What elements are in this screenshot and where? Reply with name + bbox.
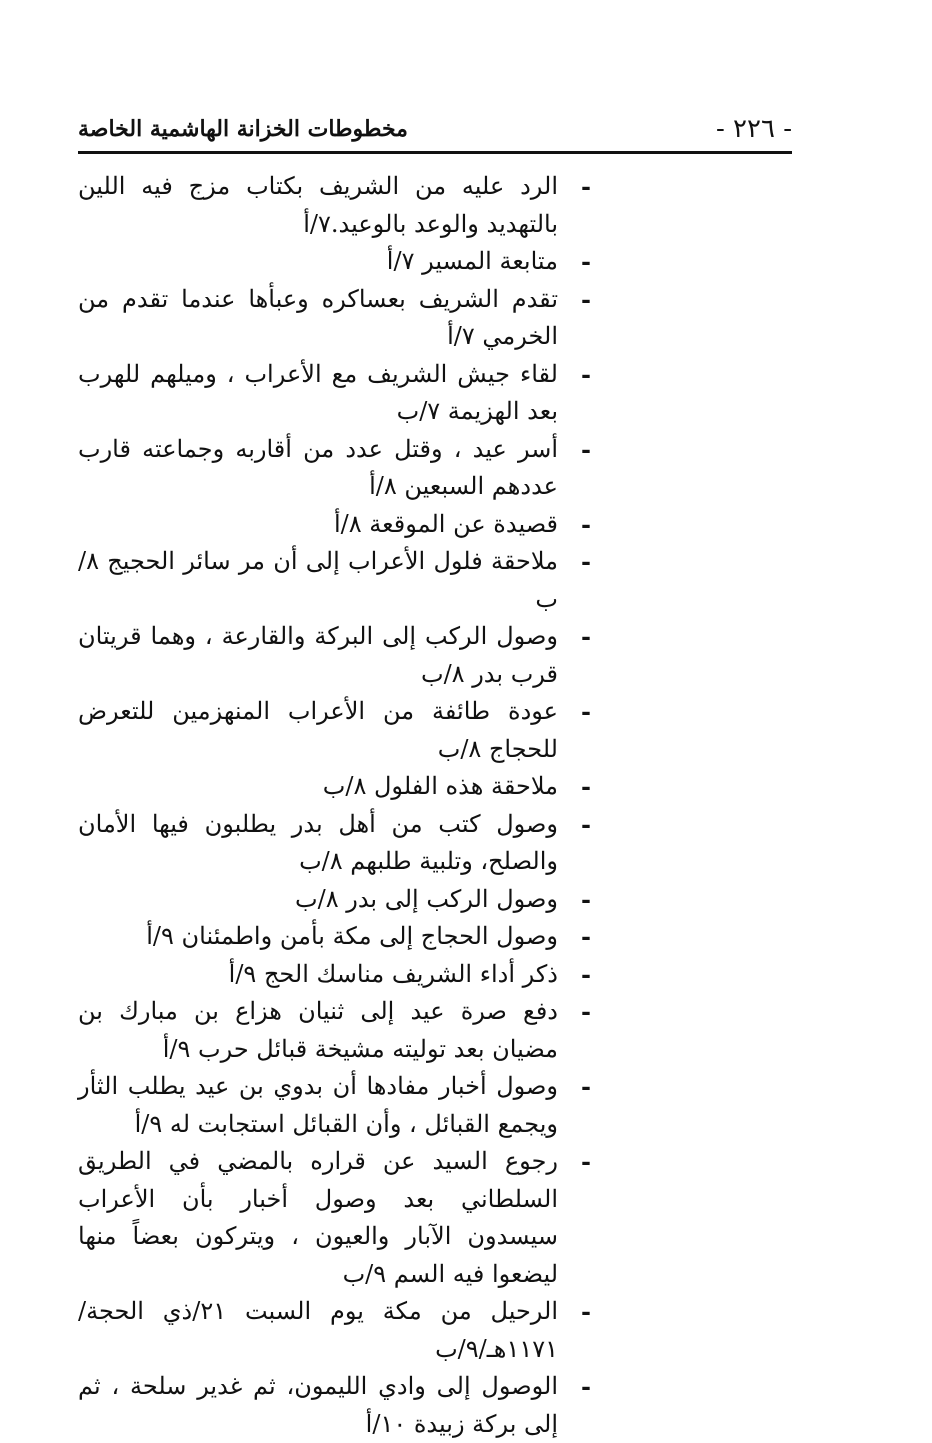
page-header: [78, 112, 792, 154]
list-item: [78, 168, 606, 243]
entry-text: لقاء جيش الشريف مع الأعراب ، وميلهم للهرب بعد الهزيمة ٧/ب: [78, 359, 558, 425]
page-number: - ٢٢٦ -: [715, 114, 792, 144]
entry-text: ملاحقة هذه الفلول ٨/ب: [322, 772, 558, 800]
list-item: [78, 881, 606, 919]
list-bullet: -: [581, 434, 591, 464]
list-bullet: -: [581, 997, 591, 1026]
list-bullet: -: [581, 247, 591, 276]
entry-text: تقدم الشريف بعساكره وعبأها عندما تقدم من الخرمي ٧/أ: [78, 284, 558, 350]
entry-text: ملاحقة فلول الأعراب إلى أن مر سائر الحجيج ٨/ب: [78, 547, 558, 613]
list-bullet: -: [581, 172, 591, 201]
entry-text: الوصول إلى وادي الليمون، ثم غدير سلحة ، ثم إلى بركة زبيدة ١٠/أ: [78, 1372, 558, 1438]
header-rule: [78, 151, 792, 154]
list-item: [78, 431, 606, 506]
entry-list: [78, 168, 606, 1443]
list-item: [78, 806, 606, 881]
list-bullet: -: [581, 1072, 591, 1101]
list-item: [78, 1368, 606, 1443]
list-item: [78, 693, 606, 768]
list-bullet: -: [581, 1147, 591, 1176]
list-item: [78, 543, 606, 618]
list-item: [78, 1143, 606, 1293]
list-item: [78, 1068, 606, 1143]
list-item: [78, 1293, 606, 1368]
list-bullet: -: [581, 359, 591, 389]
list-bullet: -: [581, 922, 591, 951]
entry-text: وصول الحجاج إلى مكة بأمن واطمئنان ٩/أ: [146, 922, 558, 950]
list-item: [78, 993, 606, 1068]
list-item: [78, 356, 606, 431]
list-bullet: -: [581, 772, 591, 801]
list-item: [78, 618, 606, 693]
list-item: [78, 243, 606, 281]
list-bullet: -: [581, 622, 591, 651]
list-bullet: -: [581, 959, 591, 989]
running-title: مخطوطات الخزانة الهاشمية الخاصة: [78, 116, 408, 142]
list-bullet: -: [581, 547, 591, 576]
list-bullet: -: [581, 509, 591, 539]
list-item: [78, 918, 606, 956]
entry-text: وصول الركب إلى بدر ٨/ب: [295, 884, 558, 913]
list-bullet: -: [581, 1372, 591, 1401]
entry-text: ذكر أداء الشريف مناسك الحج ٩/أ: [228, 959, 558, 988]
entry-text: قصيدة عن الموقعة ٨/أ: [333, 509, 558, 538]
entry-text: عودة طائفة من الأعراب المنهزمين للتعرض للحجاج ٨/ب: [78, 697, 558, 763]
entry-text: أسر عيد ، وقتل عدد من أقاربه وجماعته قارب عددهم السبعين ٨/أ: [78, 434, 558, 500]
entry-text: الرد عليه من الشريف بكتاب مزج فيه اللين بالتهديد والوعد بالوعيد.٧/أ: [78, 172, 558, 238]
entry-text: وصول كتب من أهل بدر يطلبون فيها الأمان والصلح، وتلبية طلبهم ٨/ب: [78, 809, 558, 875]
list-item: [78, 768, 606, 806]
entry-text: وصول الركب إلى البركة والقارعة ، وهما قريتان قرب بدر ٨/ب: [78, 622, 558, 688]
list-bullet: -: [581, 284, 591, 314]
list-bullet: -: [581, 809, 591, 839]
list-bullet: -: [581, 697, 591, 726]
entry-text: وصول أخبار مفادها أن بدوي بن عيد يطلب الثأر ويجمع القبائل ، وأن القبائل استجابت له ٩/أ: [78, 1072, 558, 1138]
entry-text: متابعة المسير ٧/أ: [386, 247, 558, 275]
list-item: [78, 281, 606, 356]
entry-text: رجوع السيد عن قراره بالمضي في الطريق السلطاني بعد وصول أخبار بأن الأعراب سيسدون الآبار والعيون ، ويتركون بعضاً منها ليضعوا فيه السم ٩/ب: [78, 1147, 558, 1288]
entry-text: دفع صرة عيد إلى ثنيان هزاع بن مبارك بن مضيان بعد توليته مشيخة قبائل حرب ٩/أ: [78, 997, 558, 1063]
list-item: [78, 956, 606, 994]
list-item: [78, 506, 606, 544]
list-bullet: -: [581, 884, 591, 914]
entry-text: الرحيل من مكة يوم السبت ٢١/ذي الحجة/١١٧١هـ/٩/ب: [78, 1297, 559, 1363]
list-bullet: -: [581, 1297, 591, 1326]
